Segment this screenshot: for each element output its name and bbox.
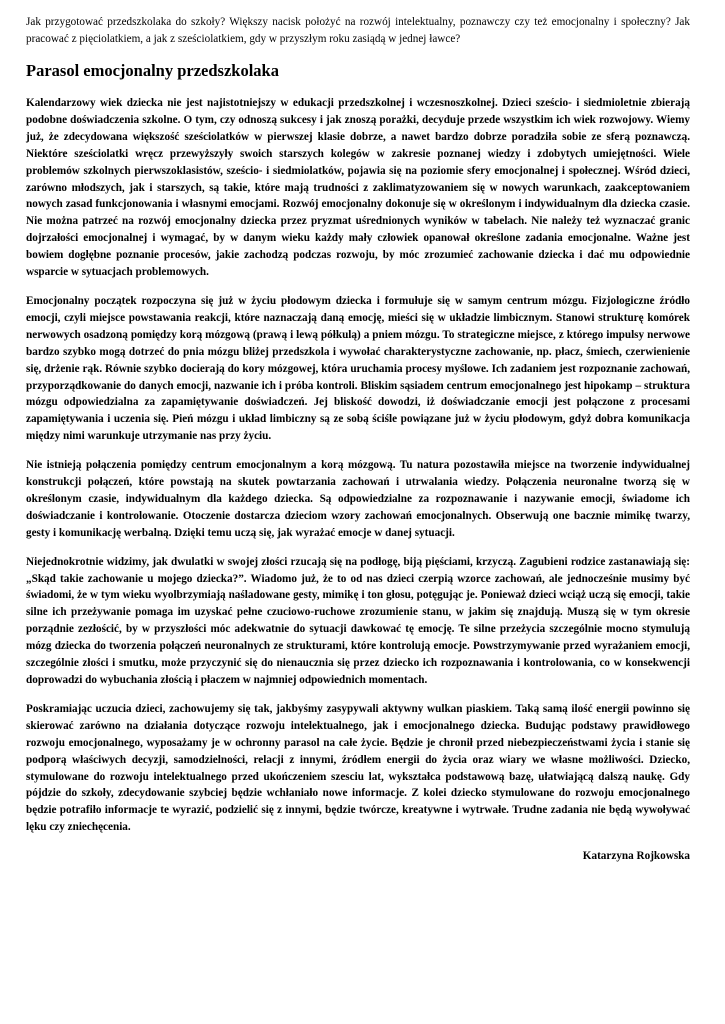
article-paragraph-1: Kalendarzowy wiek dziecka nie jest najistotniejszy w edukacji przedszkolnej i wczesnoszkolnej. Dzieci sześcio- i siedmioletnie zbierają podobne doświadczenia szkolne. O tym, czy odnoszą sukcesy i jak znoszą porażki, decyduje przede wszystkim ich wiek rozwojowy. Wiemy już, że zdecydowana większość sześciolatków w pierwszej klasie dobrze, a nawet bardzo dobrze poradziła sobie ze sferą poznawczą. Niektóre sześciolatki wręcz przewyższyły swoich starszych kolegów w zakresie poznanej wiedzy i zdobytych umiejętności. Wiele problemów szkolnych pierwszoklasistów, sześcio- i siedmiolatków, pojawia się na poziomie sfery emocjonalnej i społecznej. Wśród dzieci, zarówno młodszych, jak i starszych, są takie, które mają trudności z zaklimatyzowaniem się w nowych warunkach, zaakceptowaniem nowych zasad funkcjonowania i własnymi emocjami. Rozwój emocjonalny dokonuje się w określonym i indywidualnym dla dziecka czasie. Nie można patrzeć na rozwój emocjonalny dziecka przez pryzmat uśrednionych wyników w tabelach. Nie należy też wyznaczać granic dojrzałości emocjonalnej i wymagać, by w danym wieku każdy mały człowiek opanował określone zadania emocjonalne. Ważne jest bowiem dogłębne poznanie procesów, jakie zachodzą podczas rozwoju, by móc zrozumieć zachowanie dziecka i dać mu odpowiednie wsparcie w sytuacjach problemowych.: [26, 97, 690, 279]
article-title: Parasol emocjonalny przedszkolaka: [26, 61, 279, 80]
article-lead: Jak przygotować przedszkolaka do szkoły? Większy nacisk położyć na rozwój intelektualny, poznawczy czy też emocjonalny i społeczny? Jak pracować z pięciolatkiem, a jak z sześciolatkiem, gdy w przyszłym roku zasiądą w jednej ławce?: [26, 16, 690, 45]
article-paragraph-4: Niejednokrotnie widzimy, jak dwulatki w swojej złości rzucają się na podłogę, biją pięściami, krzyczą. Zagubieni rodzice zastanawiają się: „Skąd takie zachowanie u mojego dziecka?”. Wiadomo już, że to od nas dzieci czerpią wzorce zachowań, ale jednocześnie musimy być świadomi, że w tym wieku wyolbrzymiają naśladowane gesty, mimikę i ton głosu, potęgując je. Ponieważ dzieci wciąż uczą się emocji, takie silne ich przeżywanie pomaga im uzyskać pełne czuciowo-ruchowe zrozumienie stanu, w jakim się znajdują. Muszą się w tym okresie porządnie zezłościć, by w przyszłości móc adekwatnie do sytuacji dawkować tę emocję. Te silne przeżycia szczególnie mocno stymulują mózg dziecka do tworzenia połączeń neuronalnych ze strukturami, które kontrolują emocje. Powstrzymywanie przed wyrażaniem emocji, szczególnie złości i smutku, może przyczynić się do nienaucznia się przez dziecko ich rozpoznawania i kontrolowania, co w konsekwencji doprowadzi do wybuchania złością i płaczem w najmniej odpowiednich momentach.: [26, 555, 690, 686]
article-paragraph-5: Poskramiając uczucia dzieci, zachowujemy się tak, jakbyśmy zasypywali aktywny wulkan piaskiem. Taką samą ilość energii powinno się skierować zarówno na działania dotyczące rozwoju intelektualnego, jak i emocjonalnego dziecka. Budując podstawy prawidłowego rozwoju emocjonalnego, wyposażamy je w ochronny parasol na całe życie. Będzie je chronił przed niebezpieczeństwami życia i stanie się podporą właściwych decyzji, samodzielności, relacji z innymi, źródłem energii do życia oraz wiary we własne możliwości. Dziecko, stymulowane do rozwoju intelektualnego przed ukończeniem szesciu lat, wykształca podstawową bazę, ułatwiającą dalszą naukę. Gdy pójdzie do szkoły, zdecydowanie szybciej będzie wchłaniało nowe informacje. Z kolei dziecko stymulowane do rozwoju emocjonalnego będzie potrafiło informacje te wyrazić, podzielić się z innymi, będzie twórcze, kreatywne i wytrwałe. Trudne zadania nie będą wywoływać lęku czy zniechęcenia.: [26, 702, 690, 834]
article-paragraph-3: Nie istnieją połączenia pomiędzy centrum emocjonalnym a korą mózgową. Tu natura pozostawiła miejsce na tworzenie indywidualnej konstrukcji połączeń, które powstają na skutek powtarzania zachowań i utrwalania wiedzy. Połączenia neuronalne tworzą się w określonym czasie, indywidualnym dla każdego dziecka. Są odpowiedzialne za rozpoznawanie i nazywanie emocji, świadome ich doświadczanie i kontrolowanie. Otoczenie dostarcza dzieciom wzory zachowań emocjonalnych. Obserwują one bacznie mimikę twarzy, gesty i komunikację werbalną. Dzięki temu uczą się, jak wyrażać emocje w danej sytuacji.: [26, 459, 690, 539]
article-author: Katarzyna Rojkowska: [582, 850, 690, 863]
article-page: [26, 14, 690, 865]
article-paragraph-2: Emocjonalny początek rozpoczyna się już w życiu płodowym dziecka i formułuje się w samym centrum mózgu. Fizjologiczne źródło emocji, czyli miejsce powstawania reakcji, które naznaczają daną emocję, mieści się w układzie limbicznym. Stanowi strukturę komórek nerwowych osadzoną pomiędzy korą mózgową (prawą i lewą półkulą) a pniem mózgu. To strategiczne miejsce, z którego impulsy nerwowe bardzo szybko mogą dotrzeć do pnia mózgu bliżej przedszkola i wywołać charakterystyczne zachowanie, np. płacz, śmiech, czerwienienie się, drżenie rąk. Równie szybko docierają do kory mózgowej, która uruchamia procesy myślowe. Ich zadaniem jest rozpoznanie zachowań, przyporządkowanie do danych emocji, nazwanie ich i próba kontroli. Bliskim sąsiadem centrum emocjonalnego jest hipokamp – struktura mózgu odpowiedzialna za zapamiętywanie doświadczeń. Jej bliskość dowodzi, iż doświadczanie emocji jest połączone z procesami zapamiętywania i uczenia się. Pień mózgu i układ limbiczny są ze sobą ściśle powiązane już w życiu płodowym, gdyż dobra komunikacja między nimi warunkuje utrzymanie nas przy życiu.: [26, 294, 690, 443]
